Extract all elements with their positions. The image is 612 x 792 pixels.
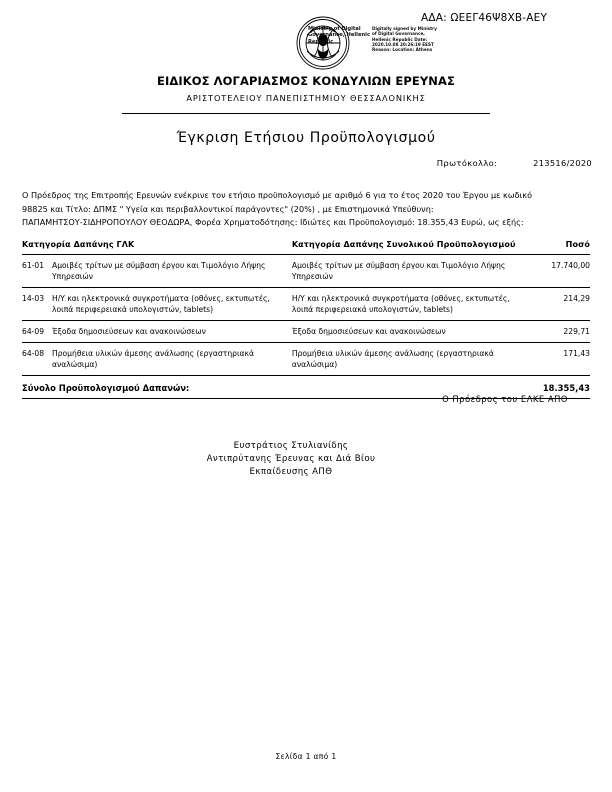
approval-paragraph (22, 189, 590, 230)
digital-signature-stamp (294, 13, 494, 75)
paragraph-line-3: ΠΑΠΑΜΗΤΣΟΥ-ΣΙΔΗΡΟΠΟΥΛΟΥ ΘΕΟΔΩΡΑ, Φορέα Χρηματοδότησης: Ιδιώτες και Προϋπολογισμό: 18.355,43 Ευρώ, ως εξής: (22, 217, 524, 228)
table-row (22, 288, 590, 321)
page-indicator: Σελίδα 1 από 1 (275, 752, 337, 761)
glk-code: 64-09 (22, 327, 45, 336)
column-header-total-budget: Κατηγορία Δαπάνης Συνολικού Προϋπολογισμού (292, 240, 529, 255)
institution-header (0, 74, 612, 103)
signatory-role-line-1: Αντιπρύτανης Έρευνας και Διά Βίου (206, 454, 376, 464)
cell-glk-category (22, 343, 292, 376)
ada-code: ΑΔΑ: ΩΕΕΓ46Ψ8ΧΒ-ΑΕΥ (421, 12, 548, 24)
table-header (22, 240, 590, 255)
cell-amount: 171,43 (529, 343, 591, 376)
table-row (22, 321, 590, 343)
glk-description: Η/Υ και ηλεκτρονικά συγκροτήματα (οθόνες, εκτυπωτές, λοιπά περιφερειακά υπολογιστών, tablets) (52, 294, 270, 314)
budget-table (22, 240, 590, 399)
university-name: ΑΡΙΣΤΟΤΕΛΕΙΟΥ ΠΑΝΕΠΙΣΤΗΜΙΟΥ ΘΕΣΣΑΛΟΝΙΚΗΣ (186, 93, 426, 103)
table-row (22, 343, 590, 376)
header-divider (122, 113, 490, 114)
protocol-label: Πρωτόκολλο: (436, 158, 498, 168)
table-header-row (22, 240, 590, 255)
signature-block (0, 440, 582, 479)
column-header-amount: Ποσό (529, 240, 591, 255)
signatory-role-line-2: Εκπαίδευσης ΑΠΘ (249, 467, 333, 477)
protocol-row (0, 158, 592, 168)
organization-name: ΕΙΔΙΚΟΣ ΛΟΓΑΡΙΑΣΜΟΣ ΚΟΝΔΥΛΙΩΝ ΕΡΕΥΝΑΣ (157, 74, 455, 88)
cell-total-category: Η/Υ και ηλεκτρονικά συγκροτήματα (οθόνες, εκτυπωτές, λοιπά περιφερειακά υπολογιστών, tablets) (292, 288, 529, 321)
glk-code: 14-03 (22, 294, 45, 303)
paragraph-line-2: 98825 και Τίτλο: ΔΠΜΣ " Υγεία και περιβαλλοντικοί παράγοντες" (20%) , με Επιστημονικά Υπεύθυνη: (22, 203, 434, 214)
glk-description: Προμήθεια υλικών άμεσης ανάλωσης (εργαστηριακά αναλώσιμα) (52, 349, 255, 369)
cell-glk-category (22, 255, 292, 288)
cell-glk-category (22, 288, 292, 321)
table-body (22, 255, 590, 376)
cell-amount: 17.740,00 (529, 255, 591, 288)
cell-total-category: Προμήθεια υλικών άμεσης ανάλωσης (εργαστηριακά αναλώσιμα) (292, 343, 529, 376)
cell-glk-category (22, 321, 292, 343)
column-header-glk: Κατηγορία Δαπάνης ΓΛΚ (22, 240, 292, 255)
cell-total-category: Αμοιβές τρίτων με σύμβαση έργου και Τιμολόγιο Λήψης Υπηρεσιών (292, 255, 529, 288)
protocol-value: 213516/2020 (533, 158, 592, 168)
cell-total-category: Έξοδα δημοσιεύσεων και ανακοινώσεων (292, 321, 529, 343)
total-label: Σύνολο Προϋπολογισμού Δαπανών: (22, 376, 529, 399)
cell-amount: 229,71 (529, 321, 591, 343)
signatory-role-heading: Ο Πρόεδρος του ΕΛΚΕ ΑΠΘ (442, 394, 568, 404)
signatory-name: Ευστράτιος Στυλιανίδης (233, 441, 349, 451)
glk-code: 64-08 (22, 349, 45, 358)
glk-code: 61-01 (22, 261, 45, 270)
glk-description: Αμοιβές τρίτων με σύμβαση έργου και Τιμολόγιο Λήψης Υπηρεσιών (52, 261, 266, 281)
seal-issuer-text: Ministry of Digital Governance, Hellenic Republic (308, 26, 371, 45)
glk-description: Έξοδα δημοσιεύσεων και ανακοινώσεων (52, 327, 206, 336)
table-row (22, 255, 590, 288)
paragraph-line-1: Ο Πρόεδρος της Επιτροπής Ερευνών ενέκρινε τον ετήσιο προϋπολογισμό με αριθμό 6 για το έτος 2020 του Έργου με κωδικό (22, 190, 533, 200)
seal-details-text: Digitally signed by Ministry of Digital Governance, Hellenic Republic Date: 2020.10.08 20:26:19 EEST Reason: Location: Athens (372, 26, 437, 53)
total-amount: 18.355,43 (529, 376, 591, 399)
cell-amount: 214,29 (529, 288, 591, 321)
page-title: Έγκριση Ετήσιου Προϋπολογισμού (176, 130, 436, 146)
